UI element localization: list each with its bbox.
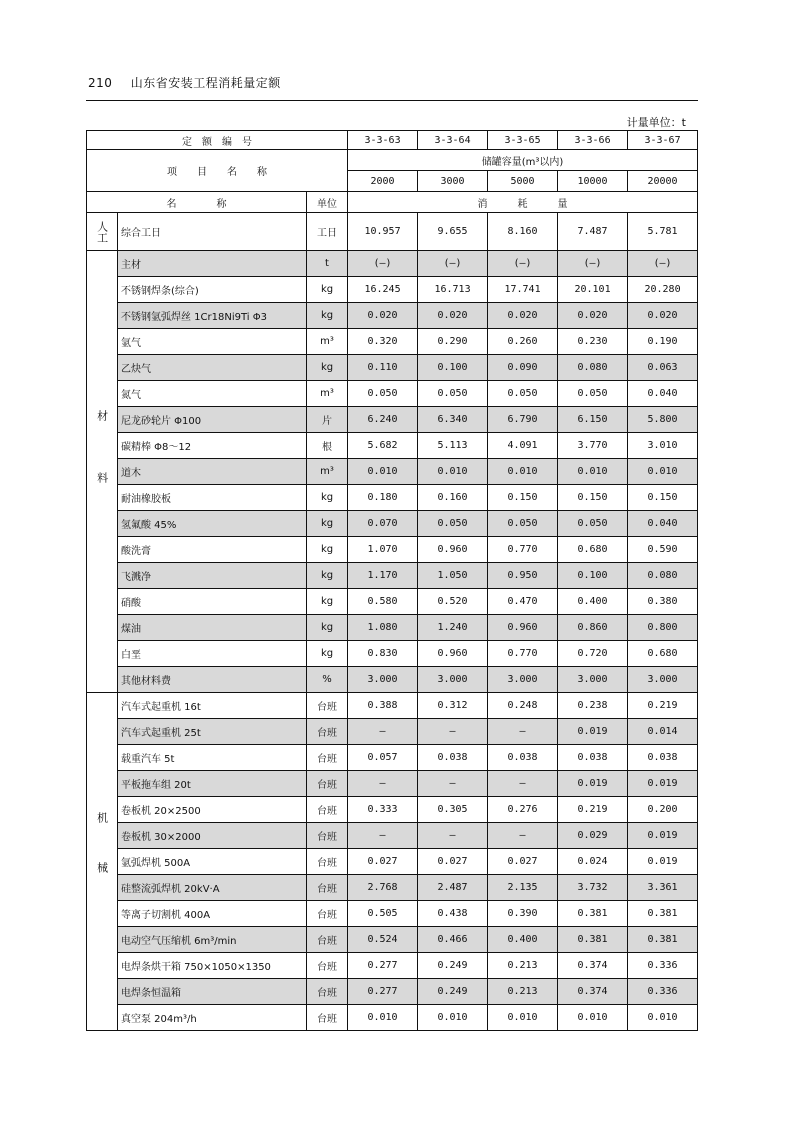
item-name: 道木 bbox=[118, 459, 307, 485]
quota-code: 3-3-63 bbox=[348, 131, 418, 150]
column-name-header: 名 称 bbox=[87, 192, 307, 213]
consumption-value: 0.010 bbox=[628, 1005, 698, 1031]
consumption-value: — bbox=[488, 823, 558, 849]
item-unit: 台班 bbox=[307, 693, 348, 719]
table-row bbox=[87, 355, 698, 381]
item-name: 综合工日 bbox=[118, 213, 307, 251]
consumption-value: 0.150 bbox=[558, 485, 628, 511]
table-row bbox=[87, 1005, 698, 1031]
consumption-value: 20.280 bbox=[628, 277, 698, 303]
consumption-value: 0.100 bbox=[418, 355, 488, 381]
table-row bbox=[87, 537, 698, 563]
item-name: 不锈钢焊条(综合) bbox=[118, 277, 307, 303]
consumption-value: 0.020 bbox=[418, 303, 488, 329]
consumption-value: 3.732 bbox=[558, 875, 628, 901]
table-row bbox=[87, 927, 698, 953]
consumption-value: 0.381 bbox=[558, 901, 628, 927]
item-unit: m³ bbox=[307, 329, 348, 355]
item-unit: 台班 bbox=[307, 875, 348, 901]
consumption-value: 3.000 bbox=[418, 667, 488, 693]
item-name: 卷板机 20×2500 bbox=[118, 797, 307, 823]
consumption-value: 0.080 bbox=[558, 355, 628, 381]
consumption-value: 0.381 bbox=[628, 927, 698, 953]
consumption-value: 0.238 bbox=[558, 693, 628, 719]
consumption-value: 1.070 bbox=[348, 537, 418, 563]
capacity-value: 2000 bbox=[348, 171, 418, 192]
item-unit: kg bbox=[307, 641, 348, 667]
consumption-value: 0.680 bbox=[628, 641, 698, 667]
item-unit: 台班 bbox=[307, 901, 348, 927]
consumption-value: 0.860 bbox=[558, 615, 628, 641]
table-row bbox=[87, 823, 698, 849]
consumption-value: 1.080 bbox=[348, 615, 418, 641]
consumption-value: 0.020 bbox=[348, 303, 418, 329]
item-name: 硝酸 bbox=[118, 589, 307, 615]
consumption-value: 0.336 bbox=[628, 979, 698, 1005]
capacity-label-row bbox=[87, 150, 698, 171]
consumption-value: 0.388 bbox=[348, 693, 418, 719]
consumption-value: — bbox=[348, 719, 418, 745]
consumption-value: 0.333 bbox=[348, 797, 418, 823]
consumption-value: 2.487 bbox=[418, 875, 488, 901]
consumption-value: 0.200 bbox=[628, 797, 698, 823]
table-row bbox=[87, 277, 698, 303]
item-name: 真空泵 204m³/h bbox=[118, 1005, 307, 1031]
page-header bbox=[88, 74, 281, 91]
table-row bbox=[87, 745, 698, 771]
consumption-value: 0.800 bbox=[628, 615, 698, 641]
consumption-value: — bbox=[418, 823, 488, 849]
table-row bbox=[87, 329, 698, 355]
consumption-value: 5.113 bbox=[418, 433, 488, 459]
item-unit: kg bbox=[307, 615, 348, 641]
category-label: 机械 bbox=[95, 811, 109, 912]
consumption-value: 0.020 bbox=[628, 303, 698, 329]
consumption-value: 0.027 bbox=[418, 849, 488, 875]
item-label: 项 目 名 称 bbox=[87, 150, 348, 192]
consumption-value: 16.713 bbox=[418, 277, 488, 303]
consumption-value: 0.770 bbox=[488, 537, 558, 563]
consumption-value: 0.960 bbox=[418, 641, 488, 667]
consumption-value: 0.374 bbox=[558, 979, 628, 1005]
consumption-value: 0.180 bbox=[348, 485, 418, 511]
table-row bbox=[87, 615, 698, 641]
consumption-value: 0.219 bbox=[558, 797, 628, 823]
item-unit: kg bbox=[307, 563, 348, 589]
consumption-value: 0.010 bbox=[558, 1005, 628, 1031]
table-row bbox=[87, 589, 698, 615]
consumption-value: 6.150 bbox=[558, 407, 628, 433]
item-name: 耐油橡胶板 bbox=[118, 485, 307, 511]
quota-code-row bbox=[87, 131, 698, 150]
consumption-value: 0.050 bbox=[348, 381, 418, 407]
item-unit: 台班 bbox=[307, 953, 348, 979]
consumption-value: 3.000 bbox=[348, 667, 418, 693]
consumption-value: 5.682 bbox=[348, 433, 418, 459]
consumption-value: 5.800 bbox=[628, 407, 698, 433]
consumption-value: 0.960 bbox=[418, 537, 488, 563]
consumption-value: 0.290 bbox=[418, 329, 488, 355]
consumption-value: 0.466 bbox=[418, 927, 488, 953]
quota-label: 定 额 编 号 bbox=[87, 131, 348, 150]
table-row bbox=[87, 251, 698, 277]
item-unit: m³ bbox=[307, 381, 348, 407]
consumption-value: 0.010 bbox=[418, 459, 488, 485]
table-row bbox=[87, 849, 698, 875]
consumption-value: — bbox=[348, 823, 418, 849]
consumption-value: — bbox=[418, 771, 488, 797]
consumption-value: 16.245 bbox=[348, 277, 418, 303]
consumption-value: 0.029 bbox=[558, 823, 628, 849]
item-name: 载重汽车 5t bbox=[118, 745, 307, 771]
consumption-value: 0.038 bbox=[418, 745, 488, 771]
consumption-value: 0.950 bbox=[488, 563, 558, 589]
consumption-value: 0.010 bbox=[488, 459, 558, 485]
item-name: 氮气 bbox=[118, 381, 307, 407]
consumption-value: (—) bbox=[558, 251, 628, 277]
consumption-value: 0.019 bbox=[628, 849, 698, 875]
capacity-value: 20000 bbox=[628, 171, 698, 192]
consumption-value: 10.957 bbox=[348, 213, 418, 251]
consumption-value: 0.110 bbox=[348, 355, 418, 381]
item-name: 电动空气压缩机 6m³/min bbox=[118, 927, 307, 953]
item-name: 尼龙砂轮片 Φ100 bbox=[118, 407, 307, 433]
consumption-value: 3.000 bbox=[488, 667, 558, 693]
category-cell bbox=[87, 251, 118, 693]
item-name: 汽车式起重机 16t bbox=[118, 693, 307, 719]
consumption-value: 0.276 bbox=[488, 797, 558, 823]
column-consumption-header: 消 耗 量 bbox=[348, 192, 698, 213]
consumption-value: 0.524 bbox=[348, 927, 418, 953]
consumption-value: 0.320 bbox=[348, 329, 418, 355]
category-label: 人工 bbox=[95, 220, 109, 243]
unit-note: 计量单位：t bbox=[626, 116, 686, 129]
consumption-value: 4.091 bbox=[488, 433, 558, 459]
consumption-value: 17.741 bbox=[488, 277, 558, 303]
item-name: 不锈钢氩弧焊丝 1Cr18Ni9Ti Φ3 bbox=[118, 303, 307, 329]
category-cell bbox=[87, 693, 118, 1031]
consumption-value: 0.019 bbox=[628, 823, 698, 849]
capacity-value: 3000 bbox=[418, 171, 488, 192]
consumption-value: 0.248 bbox=[488, 693, 558, 719]
table-row bbox=[87, 407, 698, 433]
consumption-value: 0.027 bbox=[348, 849, 418, 875]
consumption-value: 0.160 bbox=[418, 485, 488, 511]
consumption-value: 0.100 bbox=[558, 563, 628, 589]
consumption-value: 0.019 bbox=[558, 719, 628, 745]
consumption-value: 0.040 bbox=[628, 511, 698, 537]
consumption-value: 1.240 bbox=[418, 615, 488, 641]
item-name: 酸洗膏 bbox=[118, 537, 307, 563]
table-row bbox=[87, 797, 698, 823]
consumption-value: 0.027 bbox=[488, 849, 558, 875]
item-name: 汽车式起重机 25t bbox=[118, 719, 307, 745]
consumption-value: 0.190 bbox=[628, 329, 698, 355]
table-row bbox=[87, 693, 698, 719]
consumption-value: 0.505 bbox=[348, 901, 418, 927]
consumption-value: 8.160 bbox=[488, 213, 558, 251]
consumption-value: 3.000 bbox=[558, 667, 628, 693]
header-rule bbox=[86, 100, 698, 101]
item-unit: 台班 bbox=[307, 849, 348, 875]
consumption-value: 7.487 bbox=[558, 213, 628, 251]
item-unit: m³ bbox=[307, 459, 348, 485]
table-row bbox=[87, 213, 698, 251]
consumption-value: 0.249 bbox=[418, 953, 488, 979]
table-row bbox=[87, 433, 698, 459]
table-row bbox=[87, 641, 698, 667]
item-unit: kg bbox=[307, 537, 348, 563]
consumption-value: 0.520 bbox=[418, 589, 488, 615]
item-name: 氩气 bbox=[118, 329, 307, 355]
consumption-value: 0.277 bbox=[348, 953, 418, 979]
consumption-value: 3.010 bbox=[628, 433, 698, 459]
consumption-value: (—) bbox=[418, 251, 488, 277]
item-name: 电焊条烘干箱 750×1050×1350 bbox=[118, 953, 307, 979]
consumption-value: 0.038 bbox=[628, 745, 698, 771]
table-row bbox=[87, 303, 698, 329]
consumption-value: 0.019 bbox=[558, 771, 628, 797]
consumption-value: 0.590 bbox=[628, 537, 698, 563]
consumption-value: 0.020 bbox=[488, 303, 558, 329]
item-unit: kg bbox=[307, 277, 348, 303]
item-unit: 台班 bbox=[307, 927, 348, 953]
consumption-value: 0.213 bbox=[488, 979, 558, 1005]
consumption-value: 0.010 bbox=[418, 1005, 488, 1031]
consumption-value: 0.680 bbox=[558, 537, 628, 563]
consumption-value: 3.000 bbox=[628, 667, 698, 693]
consumption-value: 0.038 bbox=[558, 745, 628, 771]
consumption-value: 0.050 bbox=[418, 381, 488, 407]
table-row bbox=[87, 771, 698, 797]
consumption-value: 0.080 bbox=[628, 563, 698, 589]
item-unit: 根 bbox=[307, 433, 348, 459]
table-row bbox=[87, 563, 698, 589]
consumption-value: 0.213 bbox=[488, 953, 558, 979]
item-unit: 台班 bbox=[307, 979, 348, 1005]
consumption-value: 0.381 bbox=[628, 901, 698, 927]
consumption-value: 0.400 bbox=[488, 927, 558, 953]
consumption-value: — bbox=[488, 771, 558, 797]
item-unit: t bbox=[307, 251, 348, 277]
consumption-value: 0.230 bbox=[558, 329, 628, 355]
table-row bbox=[87, 485, 698, 511]
quota-code: 3-3-65 bbox=[488, 131, 558, 150]
consumption-value: 0.010 bbox=[558, 459, 628, 485]
consumption-value: 1.050 bbox=[418, 563, 488, 589]
item-name: 飞溅净 bbox=[118, 563, 307, 589]
table-row bbox=[87, 901, 698, 927]
page-number: 210 bbox=[88, 76, 113, 90]
consumption-value: 3.361 bbox=[628, 875, 698, 901]
consumption-value: 20.101 bbox=[558, 277, 628, 303]
quota-code: 3-3-64 bbox=[418, 131, 488, 150]
item-name: 乙炔气 bbox=[118, 355, 307, 381]
consumption-value: 0.050 bbox=[418, 511, 488, 537]
consumption-value: 0.050 bbox=[488, 381, 558, 407]
consumption-value: 0.277 bbox=[348, 979, 418, 1005]
quota-code: 3-3-66 bbox=[558, 131, 628, 150]
consumption-value: 2.135 bbox=[488, 875, 558, 901]
item-name: 主材 bbox=[118, 251, 307, 277]
consumption-value: 6.340 bbox=[418, 407, 488, 433]
table-row bbox=[87, 381, 698, 407]
table-row bbox=[87, 875, 698, 901]
category-label: 材料 bbox=[95, 409, 109, 534]
consumption-value: 0.400 bbox=[558, 589, 628, 615]
item-name: 硅整流弧焊机 20kV·A bbox=[118, 875, 307, 901]
consumption-value: 1.170 bbox=[348, 563, 418, 589]
item-unit: 台班 bbox=[307, 719, 348, 745]
quota-code: 3-3-67 bbox=[628, 131, 698, 150]
consumption-value: 3.770 bbox=[558, 433, 628, 459]
table-row bbox=[87, 719, 698, 745]
consumption-value: 0.770 bbox=[488, 641, 558, 667]
item-unit: 台班 bbox=[307, 771, 348, 797]
consumption-value: 0.090 bbox=[488, 355, 558, 381]
consumption-value: 0.014 bbox=[628, 719, 698, 745]
consumption-value: 0.070 bbox=[348, 511, 418, 537]
capacity-label: 储罐容量(m³以内) bbox=[348, 150, 698, 171]
item-name: 卷板机 30×2000 bbox=[118, 823, 307, 849]
item-name: 等离子切割机 400A bbox=[118, 901, 307, 927]
consumption-value: 0.050 bbox=[488, 511, 558, 537]
item-name: 白垩 bbox=[118, 641, 307, 667]
consumption-value: 0.260 bbox=[488, 329, 558, 355]
consumption-value: — bbox=[488, 719, 558, 745]
consumption-value: 0.249 bbox=[418, 979, 488, 1005]
item-name: 其他材料费 bbox=[118, 667, 307, 693]
consumption-value: (—) bbox=[488, 251, 558, 277]
consumption-value: 0.305 bbox=[418, 797, 488, 823]
consumption-value: 0.960 bbox=[488, 615, 558, 641]
capacity-value: 5000 bbox=[488, 171, 558, 192]
consumption-value: 0.438 bbox=[418, 901, 488, 927]
consumption-value: 0.010 bbox=[348, 459, 418, 485]
item-name: 氢氟酸 45% bbox=[118, 511, 307, 537]
item-name: 电焊条恒温箱 bbox=[118, 979, 307, 1005]
consumption-value: 0.020 bbox=[558, 303, 628, 329]
consumption-value: 0.219 bbox=[628, 693, 698, 719]
table-row bbox=[87, 459, 698, 485]
consumption-value: 0.010 bbox=[488, 1005, 558, 1031]
item-name: 碳精棒 Φ8～12 bbox=[118, 433, 307, 459]
table-row bbox=[87, 979, 698, 1005]
quota-table bbox=[86, 130, 698, 1031]
consumption-value: 0.050 bbox=[558, 511, 628, 537]
consumption-value: 0.040 bbox=[628, 381, 698, 407]
consumption-value: 0.057 bbox=[348, 745, 418, 771]
consumption-value: 0.580 bbox=[348, 589, 418, 615]
consumption-value: 0.380 bbox=[628, 589, 698, 615]
item-unit: 台班 bbox=[307, 1005, 348, 1031]
item-unit: kg bbox=[307, 511, 348, 537]
consumption-value: 0.390 bbox=[488, 901, 558, 927]
consumption-value: 0.336 bbox=[628, 953, 698, 979]
consumption-value: 0.038 bbox=[488, 745, 558, 771]
consumption-value: 0.830 bbox=[348, 641, 418, 667]
item-name: 氩弧焊机 500A bbox=[118, 849, 307, 875]
item-unit: 片 bbox=[307, 407, 348, 433]
consumption-value: — bbox=[348, 771, 418, 797]
item-unit: kg bbox=[307, 589, 348, 615]
consumption-value: 6.790 bbox=[488, 407, 558, 433]
item-unit: 台班 bbox=[307, 797, 348, 823]
consumption-value: 6.240 bbox=[348, 407, 418, 433]
item-name: 平板拖车组 20t bbox=[118, 771, 307, 797]
consumption-value: — bbox=[418, 719, 488, 745]
table-row bbox=[87, 511, 698, 537]
consumption-value: 0.010 bbox=[628, 459, 698, 485]
consumption-value: 0.063 bbox=[628, 355, 698, 381]
consumption-value: 2.768 bbox=[348, 875, 418, 901]
item-unit: kg bbox=[307, 303, 348, 329]
item-unit: % bbox=[307, 667, 348, 693]
table-row bbox=[87, 667, 698, 693]
consumption-value: 0.150 bbox=[628, 485, 698, 511]
consumption-value: (—) bbox=[628, 251, 698, 277]
consumption-value: 0.150 bbox=[488, 485, 558, 511]
table-row bbox=[87, 953, 698, 979]
consumption-value: 5.781 bbox=[628, 213, 698, 251]
consumption-value: 0.374 bbox=[558, 953, 628, 979]
consumption-value: 9.655 bbox=[418, 213, 488, 251]
consumption-value: (—) bbox=[348, 251, 418, 277]
column-unit-header: 单位 bbox=[307, 192, 348, 213]
consumption-value: 0.024 bbox=[558, 849, 628, 875]
category-cell bbox=[87, 213, 118, 251]
consumption-value: 0.010 bbox=[348, 1005, 418, 1031]
item-unit: kg bbox=[307, 485, 348, 511]
item-unit: kg bbox=[307, 355, 348, 381]
consumption-value: 0.381 bbox=[558, 927, 628, 953]
consumption-value: 0.019 bbox=[628, 771, 698, 797]
item-name: 煤油 bbox=[118, 615, 307, 641]
consumption-value: 0.050 bbox=[558, 381, 628, 407]
consumption-value: 0.720 bbox=[558, 641, 628, 667]
item-unit: 台班 bbox=[307, 823, 348, 849]
consumption-value: 0.470 bbox=[488, 589, 558, 615]
capacity-value: 10000 bbox=[558, 171, 628, 192]
book-title: 山东省安装工程消耗量定额 bbox=[130, 76, 281, 90]
item-unit: 工日 bbox=[307, 213, 348, 251]
item-unit: 台班 bbox=[307, 745, 348, 771]
consumption-value: 0.312 bbox=[418, 693, 488, 719]
column-header-row bbox=[87, 192, 698, 213]
